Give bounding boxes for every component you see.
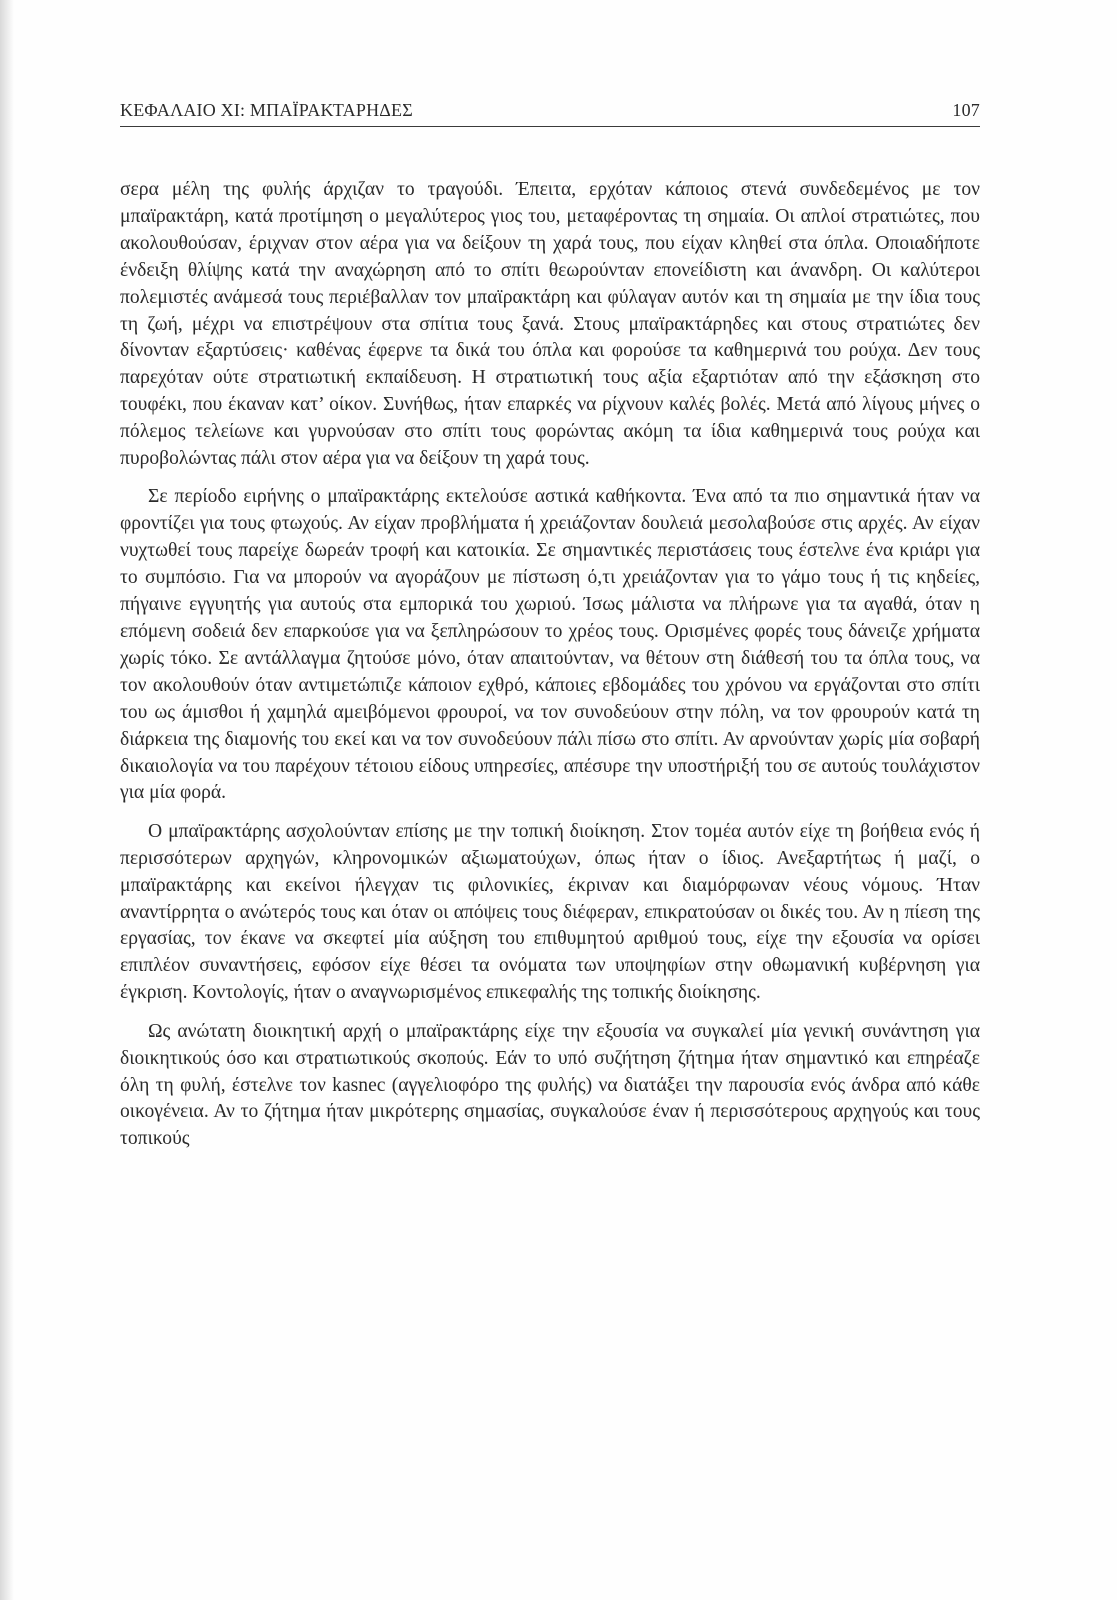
paragraph-1: σερα μέλη της φυλής άρχιζαν το τραγούδι. Έπειτα, ερχόταν κάποιος στενά συνδεδεμένος με τον μπαϊρακτάρη, κατά προτίμηση ο μεγαλύτερος γιος του, μεταφέροντας τη σημαία. Οι απλοί στρατιώτες, που ακολουθούσαν, έριχναν στον αέρα για να δείξουν τη χαρά τους, που είχαν κληθεί στα όπλα. Οποιαδήποτε ένδειξη θλίψης κατά την αναχώρηση από το σπίτι θεωρούνταν επονείδιστη και άνανδρη. Οι καλύτεροι πολεμιστές ανάμεσά τους περιέβαλλαν τον μπαϊρακτάρη και φύλαγαν αυτόν και τη σημαία με την ίδια τους τη ζωή, μέχρι να επιστρέψουν στα σπίτια τους ξανά. Στους μπαϊρακτάρηδες και στους στρατιώτες δεν δίνονταν εξαρτύσεις· καθένας έφερνε τα δικά του όπλα και φορούσε τα καθημερινά του ρούχα. Δεν τους παρεχόταν ούτε στρατιωτική εκπαίδευση. Η στρατιωτική τους αξία εξαρτιόταν από την εξάσκηση στο τουφέκι, που έκαναν κατ’ οίκον. Συνήθως, ήταν επαρκές να ρίχνουν καλές βολές. Μετά από λίγους μήνες ο πόλεμος τελείωνε και γυρνούσαν στο σπίτι τους φορώντας ακόμη τα ίδια καθημερινά τους ρούχα και πυροβολώντας πάλι στον αέρα για να δείξουν τη χαρά τους.: [120, 179, 980, 470]
page-gutter-shadow: [0, 0, 14, 1600]
page-number: 107: [952, 100, 980, 120]
paragraph-3: Ο μπαϊρακτάρης ασχολούνταν επίσης με την τοπική διοίκηση. Στον τομέα αυτόν είχε τη βοήθεια ενός ή περισσότερων αρχηγών, κληρονομικών αξιωματούχων, όπως ήταν ο ίδιος. Ανεξαρτήτως ή μαζί, ο μπαϊρακτάρης και εκείνοι ήλεγχαν τις φιλονικίες, έκριναν και διαμόρφωναν νέους νόμους. Ήταν αναντίρρητα ο ανώτερός τους και όταν οι απόψεις τους διέφεραν, επικρατούσαν οι δικές του. Αν η πίεση της εργασίας, τον έκανε να σκεφτεί μία αύξηση του επιθυμητού αριθμού τους, είχε την εξουσία να ορίσει επιπλέον συναντήσεις, εφόσον είχε θέσει τα ονόματα των υποψηφίων στην οθωμανική κυβέρνηση για έγκριση. Κοντολογίς, ήταν ο αναγνωρισμένος επικεφαλής της τοπικής διοίκησης.: [120, 820, 980, 1004]
paragraph-4: Ως ανώτατη διοικητική αρχή ο μπαϊρακτάρης είχε την εξουσία να συγκαλεί μία γενική συνάντηση για διοικητικούς όσο και στρατιωτικούς σκοπούς. Εάν το υπό συζήτηση ζήτημα ήταν σημαντικό και επηρέαζε όλη τη φυλή, έστελνε τον kasnec (αγγελιοφόρο της φυλής) να διατάξει την παρουσία ενός άνδρα από κάθε οικογένεια. Αν το ζήτημα ήταν μικρότερης σημασίας, συγκαλούσε έναν ή περισσότερους αρχηγούς και τους τοπικούς: [120, 1020, 980, 1150]
paragraph-2: Σε περίοδο ειρήνης ο μπαϊρακτάρης εκτελούσε αστικά καθήκοντα. Ένα από τα πιο σημαντικά ήταν να φροντίζει για τους φτωχούς. Αν είχαν προβλήματα ή χρειάζονταν δουλειά μεσολαβούσε στις αρχές. Αν είχαν νυχτωθεί τους παρείχε δωρεάν τροφή και κατοικία. Σε σημαντικές περιστάσεις τους έστελνε ένα κριάρι για το συμπόσιο. Για να μπορούν να αγοράζουν με πίστωση ό,τι χρειάζονταν για το γάμο τους ή τις κηδείες, πήγαινε εγγυητής για αυτούς στα εμπορικά του χωριού. Ίσως μάλιστα να πλήρωνε για τα αγαθά, όταν η επόμενη σοδειά δεν επαρκούσε για να ξεπληρώσουν το χρέος τους. Ορισμένες φορές τους δάνειζε χρήματα χωρίς τόκο. Σε αντάλλαγμα ζητούσε μόνο, όταν απαιτούνταν, να θέτουν στη διάθεσή του τα όπλα τους, να τον ακολουθούν όταν αντιμετώπιζε κάποιον εχθρό, κάποιες εβδομάδες του χρόνου να εργάζονται στο σπίτι του ως άμισθοι ή χαμηλά αμειβόμενοι φρουροί, να τον συνοδεύουν στην πόλη, να τον φρουρούν κατά τη διάρκεια της διαμονής του εκεί και να τον συνοδεύουν πάλι πίσω στο σπίτι. Αν αρνούνταν χωρίς μία σοβαρή δικαιολογία να του παρέχουν τέτοιου είδους υπηρεσίες, απέσυρε την υποστήριξή του σε αυτούς τουλάχιστον για μία φορά.: [120, 486, 980, 804]
running-header: [120, 100, 980, 127]
body-text: [120, 177, 980, 1165]
chapter-title: ΚΕΦΑΛΑΙΟ XI: ΜΠΑΪΡΑΚΤΑΡΗΔΕΣ: [120, 100, 413, 120]
